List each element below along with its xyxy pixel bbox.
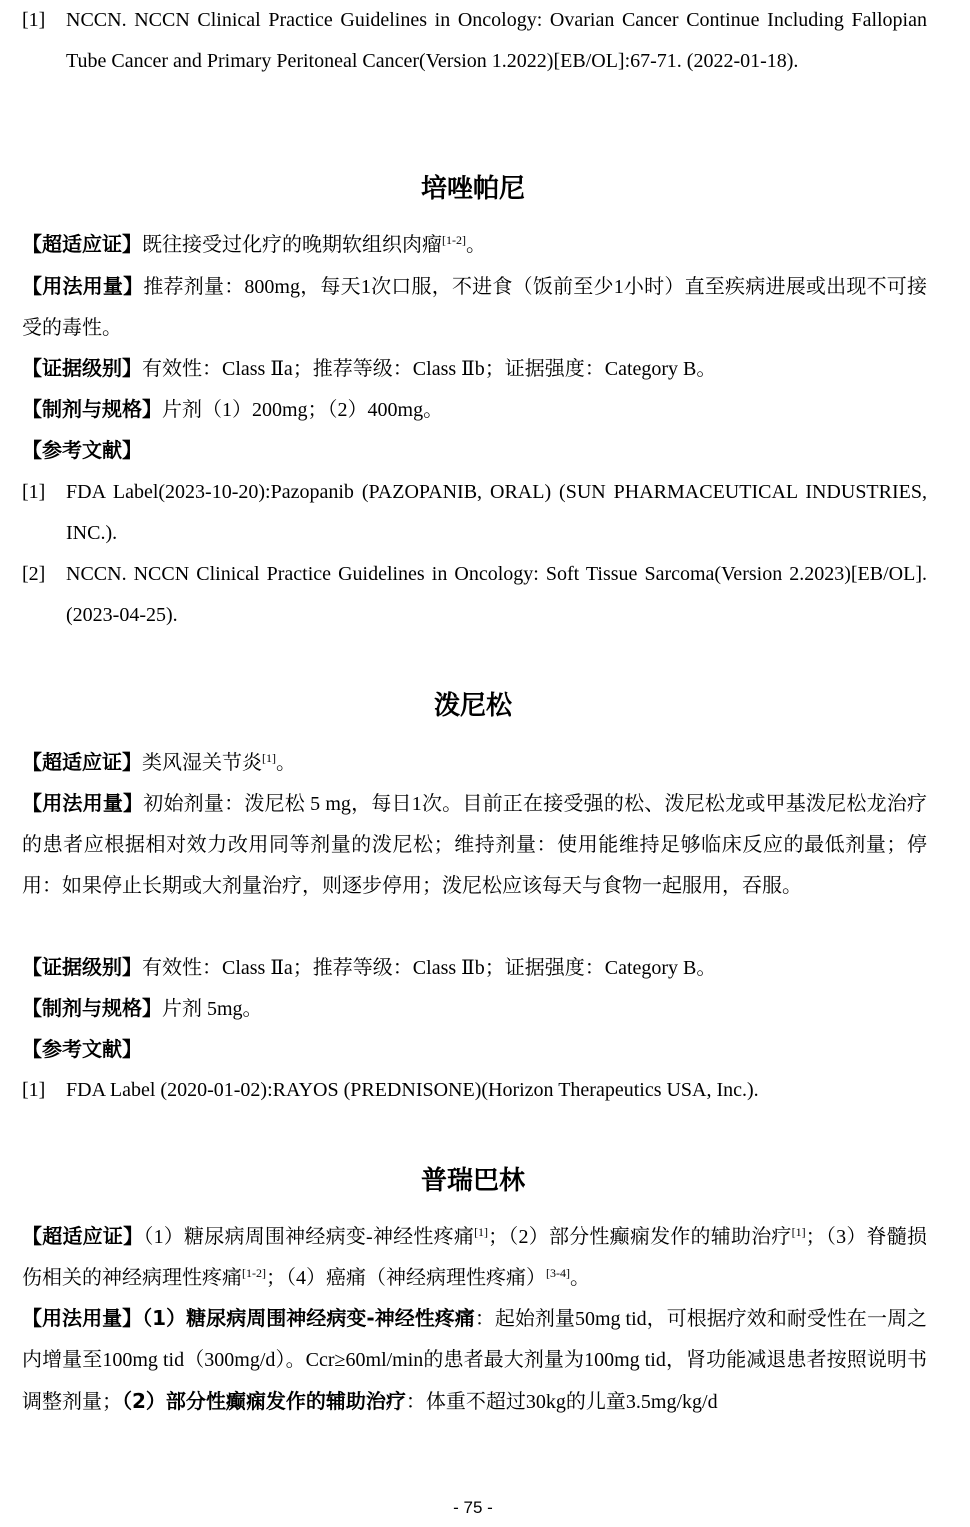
dosage-paragraph <box>22 1298 927 1423</box>
dosage-subheading: （2）部分性癫痫发作的辅助治疗 <box>122 1389 406 1413</box>
dosage-text: ：体重不超过30kg的儿童3.5mg/kg/d <box>405 1391 718 1413</box>
references-heading <box>22 1029 927 1071</box>
dosage-text: 推荐剂量：800mg，每天1次口服，不进食（饭前至少1小时）直至疾病进展或出现不可接受的毒性。 <box>22 276 928 339</box>
evidence-paragraph <box>22 947 927 989</box>
indication-text: （1）糖尿病周围神经病变-神经性疼痛 <box>143 1226 475 1248</box>
indication-label: 【超适应证】 <box>22 1224 144 1248</box>
indication-label: 【超适应证】 <box>22 232 142 256</box>
references-label: 【参考文献】 <box>22 438 142 462</box>
dosage-text: 初始剂量：泼尼松 5 mg，每日1次。目前正在接受强的松、泼尼松龙或甲基泼尼松龙治疗的患者应根据相对效力改用同等剂量的泼尼松；维持剂量：使用能维持足够临床反应的最低剂量；停用：如果停止长期或大剂量治疗，则逐步停用；泼尼松应该每天与食物一起服用，吞服。 <box>22 793 928 897</box>
formulation-label: 【制剂与规格】 <box>22 397 162 421</box>
punctuation: 。 <box>570 1267 590 1289</box>
reference-number: [1] <box>22 481 46 503</box>
citation-sup: [1-2] <box>442 233 466 247</box>
dosage-label: 【用法用量】 <box>22 1306 143 1330</box>
indication-text: 类风湿关节炎 <box>142 752 262 774</box>
section-title-prednisone: 泼尼松 <box>433 691 512 721</box>
reference-text: NCCN. NCCN Clinical Practice Guidelines in Oncology: Ovarian Cancer Continue Including Fallopian Tube Cancer and Primary Peritoneal Cancer(Version 1.2022)[EB/OL]:67-71. (2022-01-18). <box>66 9 927 72</box>
evidence-text: 有效性：Class Ⅱa；推荐等级：Class Ⅱb；证据强度：Category B。 <box>142 358 717 380</box>
reference-item <box>22 0 927 82</box>
page-number: - 75 - <box>453 1498 493 1517</box>
indication-text: ；（3）脊髓损伤相关的神经病理性疼痛 <box>22 1226 928 1289</box>
punctuation: 。 <box>466 234 486 256</box>
dosage-paragraph <box>22 783 927 907</box>
dosage-label: 【用法用量】 <box>22 274 144 298</box>
reference-item <box>22 554 927 636</box>
indication-paragraph <box>22 1216 927 1299</box>
reference-item <box>22 1070 927 1111</box>
evidence-paragraph <box>22 348 927 390</box>
citation-sup: [1] <box>262 751 276 765</box>
dosage-subheading: （1）糖尿病周围神经病变-神经性疼痛 <box>142 1306 475 1330</box>
citation-sup: [3-4] <box>546 1266 570 1280</box>
reference-number: [1] <box>22 1079 46 1101</box>
reference-text: NCCN. NCCN Clinical Practice Guidelines in Oncology: Soft Tissue Sarcoma(Version 2.2023)[EB/OL].(2023-04-25). <box>66 563 927 626</box>
citation-sup: [1] <box>791 1225 806 1239</box>
dosage-text: ：起始剂量50mg tid，可根据疗效和耐受性在一周之内增量至100mg tid（300mg/d）。Ccr≥60ml/min的患者最大剂量为100mg tid，肾功能减退患者按照说明书调整剂量； <box>22 1308 928 1413</box>
formulation-text: 片剂（1）200mg；（2）400mg。 <box>162 399 444 421</box>
formulation-label: 【制剂与规格】 <box>22 996 162 1020</box>
evidence-text: 有效性：Class Ⅱa；推荐等级：Class Ⅱb；证据强度：Category B。 <box>142 957 717 979</box>
dosage-label: 【用法用量】 <box>22 791 144 815</box>
indication-paragraph <box>22 742 927 784</box>
punctuation: 。 <box>276 752 296 774</box>
indication-text: ；（2）部分性癫痫发作的辅助治疗 <box>488 1226 792 1248</box>
citation-sup: [1-2] <box>242 1266 266 1280</box>
reference-number: [1] <box>22 9 46 31</box>
indication-text: ；（4）癌痛（神经病理性疼痛） <box>266 1267 546 1289</box>
indication-paragraph <box>22 224 927 266</box>
formulation-paragraph <box>22 988 927 1030</box>
indication-label: 【超适应证】 <box>22 750 142 774</box>
reference-text: FDA Label (2020-01-02):RAYOS (PREDNISONE)(Horizon Therapeutics USA, Inc.). <box>66 1079 759 1101</box>
evidence-label: 【证据级别】 <box>22 955 142 979</box>
reference-number: [2] <box>22 563 46 585</box>
indication-text: 既往接受过化疗的晚期软组织肉瘤 <box>142 234 442 256</box>
reference-text: FDA Label(2023-10-20):Pazopanib (PAZOPANIB, ORAL) (SUN PHARMACEUTICAL INDUSTRIES, INC.). <box>66 481 927 544</box>
evidence-label: 【证据级别】 <box>22 356 142 380</box>
citation-sup: [1] <box>474 1225 489 1239</box>
formulation-paragraph <box>22 389 927 431</box>
section-title-pazopanib: 培唑帕尼 <box>420 174 525 204</box>
references-heading <box>22 430 927 472</box>
section-title-pregabalin: 普瑞巴林 <box>420 1166 525 1196</box>
reference-item <box>22 472 927 554</box>
dosage-paragraph <box>22 266 927 349</box>
references-label: 【参考文献】 <box>22 1037 142 1061</box>
formulation-text: 片剂 5mg。 <box>162 998 263 1020</box>
